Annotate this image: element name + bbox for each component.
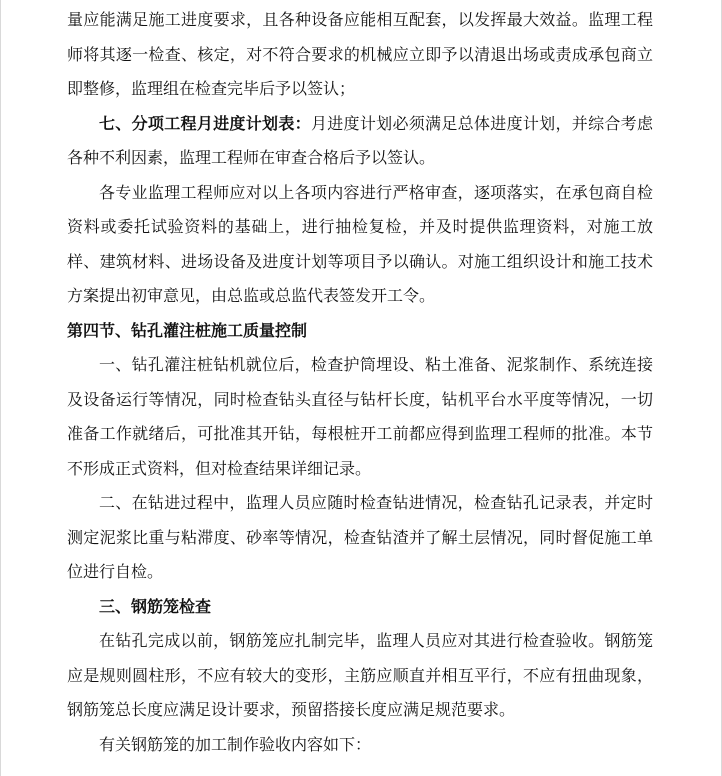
paragraph-drilling-process: 二、在钻进过程中，监理人员应随时检查钻进情况，检查钻孔记录表，并定时测定泥浆比重与粘滞度、砂率等情况，检查钻渣并了解土层情况，同时督促施工单位进行自检。 <box>67 493 653 581</box>
section-heading: 第四节、钻孔灌注桩施工质量控制 <box>67 320 308 340</box>
item-body-monthly-schedule: 月进度计划必须满足总体进度计划，并综合考虑各种不利因素，监理工程师在审查合格后予以签认。 <box>67 113 653 167</box>
paragraph-rig-positioning: 一、钻孔灌注桩钻机就位后，检查护筒埋设、粘土准备、泥浆制作、系统连接及设备运行等情况，同时检查钻头直径与钻杆长度，钻机平台水平度等情况，一切准备工作就绪后，可批准其开钻，每根桩开工前都应得到监理工程师的批准。本节不形成正式资料，但对检查结果详细记录。 <box>67 355 653 478</box>
paragraph-review-summary: 各专业监理工程师应对以上各项内容进行严格审查，逐项落实，在承包商自检资料或委托试验资料的基础上，进行抽检复检，并及时提供监理资料，对施工放样、建筑材料、进场设备及进度计划等项目予以确认。对施工组织设计和施工技术方案提出初审意见，由总监或总监代表签发开工令。 <box>67 182 653 305</box>
document-body <box>67 3 653 762</box>
sub-heading-rebar-cage: 三、钢筋笼检查 <box>99 596 212 616</box>
paragraph-continuation: 量应能满足施工进度要求，且各种设备应能相互配套，以发挥最大效益。监理工程师将其逐一检查、核定，对不符合要求的机械应立即予以清退出场或责成承包商立即整修，监理组在检查完毕后予以签认； <box>67 10 653 98</box>
item-heading-monthly-schedule: 七、分项工程月进度计划表： <box>99 113 311 133</box>
paragraph-rebar-cage: 在钻孔完成以前，钢筋笼应扎制完毕，监理人员应对其进行检查验收。钢筋笼应是规则圆柱形，不应有较大的变形，主筋应顺直并相互平行，不应有扭曲现象，钢筋笼总长度应满足设计要求，预留搭接长度应满足规范要求。 <box>67 631 653 719</box>
paragraph-acceptance-intro: 有关钢筋笼的加工制作验收内容如下： <box>99 734 372 754</box>
paragraph-monthly-schedule <box>67 107 653 176</box>
